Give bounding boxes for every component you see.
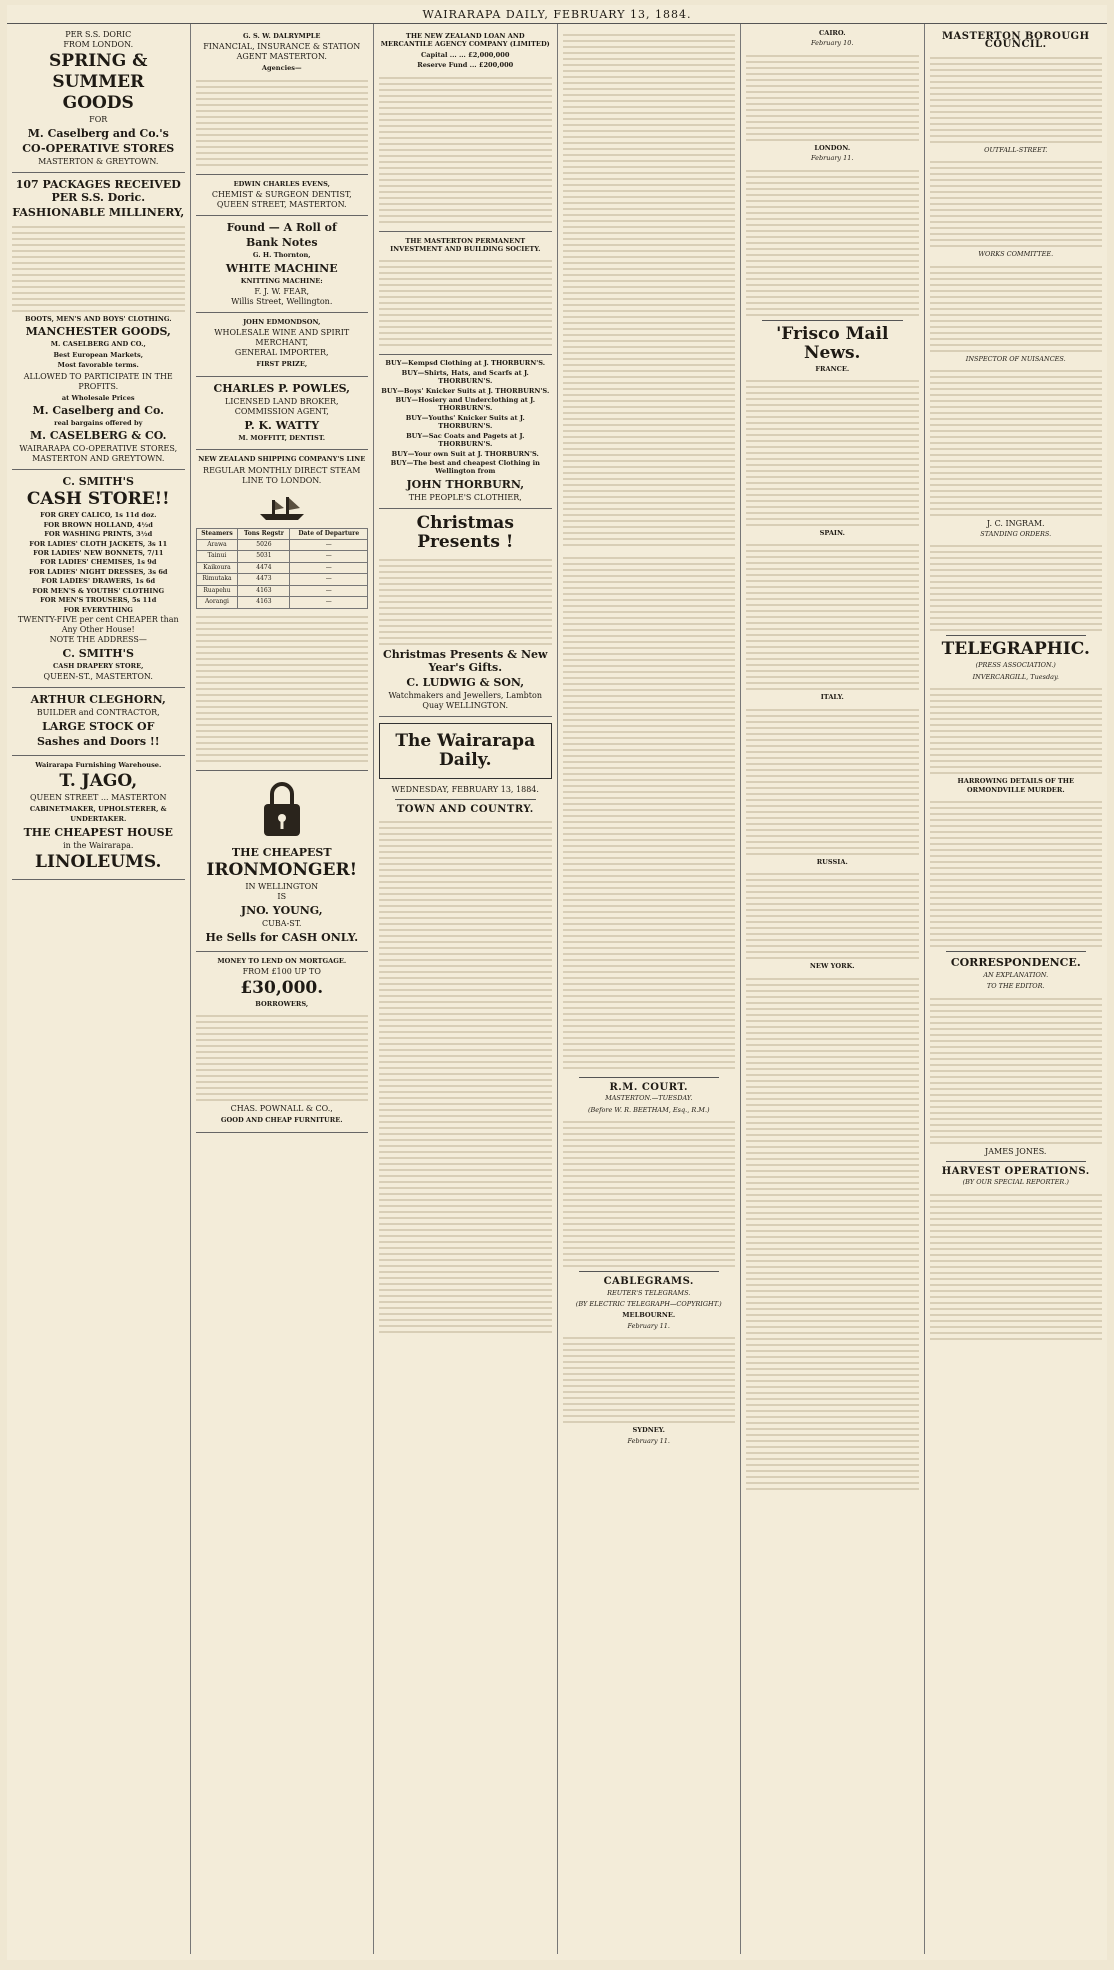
works-heading: WORKS COMMITTEE.	[978, 250, 1054, 259]
loan-ad	[379, 27, 552, 232]
body-text-block	[746, 540, 919, 690]
powles-name: CHARLES P. POWLES,	[213, 381, 351, 395]
column-5	[741, 24, 925, 1954]
ingram-signature: J. C. INGRAM.	[986, 519, 1045, 529]
thorburn-name: JOHN THORBURN,	[406, 477, 525, 491]
smith-item: FOR LADIES' CHEMISES, 1s 9d	[40, 558, 157, 567]
large-stock: LARGE STOCK OF	[42, 720, 155, 734]
undertaker-line: UNDERTAKER.	[70, 815, 127, 824]
table-row	[196, 540, 368, 551]
divider	[946, 951, 1087, 952]
body-text-block	[196, 76, 369, 166]
in-wairarapa: in the Wairarapa.	[63, 840, 134, 850]
moffitt-name: M. MOFFITT, DENTIST.	[238, 433, 326, 442]
dalrymple-ad	[196, 27, 369, 175]
divider	[946, 1161, 1087, 1162]
ship-heading: PER S.S. DORIC	[65, 30, 132, 39]
to-editor: TO THE EDITOR.	[986, 982, 1045, 991]
table-cell: 4473	[238, 574, 290, 585]
table-row	[196, 585, 368, 596]
cablegrams-heading: CABLEGRAMS.	[603, 1276, 694, 1288]
loan-heading: THE NEW ZEALAND LOAN AND MERCANTILE AGENCY COMPANY (LIMITED)	[380, 32, 550, 49]
smith-items	[12, 511, 185, 613]
edmondson-ad	[196, 313, 369, 377]
buy-item: BUY—Boys' Knicker Suits at J. THORBURN'S.	[381, 386, 550, 395]
column-3	[374, 24, 558, 1954]
table-cell: —	[290, 562, 368, 573]
body-text-block	[930, 541, 1103, 631]
powles-sub: LICENSED LAND BROKER,	[224, 396, 339, 406]
table-cell: 4163	[238, 597, 290, 608]
body-text-block	[563, 553, 736, 1073]
fear-street: Willis Street, Wellington.	[231, 297, 333, 307]
ludwig-name: C. LUDWIG & SON,	[406, 675, 525, 689]
explanation-heading: AN EXPLANATION.	[983, 971, 1049, 980]
jones-signature: JAMES JONES.	[985, 1146, 1047, 1156]
lowest-line: Most favorable terms.	[57, 361, 139, 370]
boots-heading: BOOTS, MEN'S AND BOYS' CLOTHING.	[24, 315, 172, 323]
table-cell: —	[290, 585, 368, 596]
spain-heading: SPAIN.	[819, 529, 845, 538]
commission-line: COMMISSION AGENT,	[234, 406, 329, 416]
padlock-icon	[260, 780, 304, 840]
body-text-block	[746, 705, 919, 855]
reuter-sub: (BY ELECTRIC TELEGRAPH—COPYRIGHT.)	[575, 1300, 722, 1309]
paper-title: The Wairarapa Daily.	[395, 730, 536, 770]
buy-item: BUY—Youths' Knicker Suits at J. THORBURN'S.	[405, 413, 525, 431]
goods-heading: GOODS	[62, 93, 134, 113]
spring-heading: SPRING &	[49, 51, 148, 71]
masthead-title: WAIRARAPA DAILY, FEBRUARY 13, 1884.	[422, 7, 692, 21]
in-wellington: IN WELLINGTON	[245, 881, 319, 891]
shipping-table	[196, 528, 369, 609]
smith-item: FOR EVERYTHING	[63, 605, 133, 614]
powles-ad	[196, 377, 369, 450]
column-6	[925, 24, 1108, 1954]
table-cell: Tainui	[196, 551, 238, 562]
jago-ad	[12, 756, 185, 879]
summer-heading: SUMMER	[52, 72, 145, 92]
divider	[762, 320, 903, 321]
notes-heading: Bank Notes	[245, 236, 318, 250]
body-text-block	[563, 30, 736, 550]
table-row	[196, 574, 368, 585]
street-line: QUEEN-ST., MASTERTON.	[43, 672, 153, 682]
drapery-line: CASH DRAPERY STORE,	[53, 661, 144, 670]
body-text-block	[746, 166, 919, 316]
caselberg-name: M. Caselberg and Co.'s	[27, 127, 169, 140]
smith-item: FOR MEN'S & YOUTHS' CLOTHING	[32, 586, 165, 595]
body-text-block	[930, 262, 1103, 352]
body-text-block	[12, 222, 185, 312]
markets-line: Best European Markets,	[53, 350, 144, 359]
watty-name: P. K. WATTY	[244, 418, 320, 432]
builder-line: BUILDER and CONTRACTOR,	[36, 708, 160, 718]
cleghorn-ad	[12, 688, 185, 756]
furniture-heading: GOOD AND CHEAP FURNITURE.	[220, 1116, 343, 1125]
table-cell: —	[290, 540, 368, 551]
melbourne-heading: MELBOURNE.	[622, 1311, 676, 1320]
body-text-block	[930, 797, 1103, 947]
body-text-block	[746, 51, 919, 141]
christmas-heading: Christmas Presents !	[416, 512, 514, 552]
millinery-heading: FASHIONABLE MILLINERY,	[12, 206, 185, 219]
body-text-block	[746, 376, 919, 526]
cheapest-heading: THE CHEAPEST	[231, 845, 332, 859]
cheaper-line: TWENTY-FIVE per cent CHEAPER than Any Other House!	[17, 614, 179, 634]
evens-name: EDWIN CHARLES EVENS,	[233, 179, 330, 188]
london-heading: LONDON.	[814, 143, 851, 152]
body-text-block	[379, 555, 552, 645]
caselberg-ad	[12, 27, 185, 173]
cairo-date: February 10.	[810, 39, 854, 48]
permanent-ad	[379, 232, 552, 356]
edmondson-name: JOHN EDMONDSON,	[243, 318, 321, 327]
ironmonger-heading: IRONMONGER!	[206, 859, 358, 880]
is-label: IS	[277, 891, 287, 901]
italy-heading: ITALY.	[820, 693, 844, 702]
rm-court-sub: MASTERTON.—TUESDAY.	[605, 1094, 693, 1103]
table-cell: —	[290, 597, 368, 608]
outfall-heading: OUTFALL-STREET.	[984, 145, 1048, 154]
smith-item: FOR LADIES' DRAWERS, 1s 6d	[41, 577, 156, 586]
table-cell: 4474	[238, 562, 290, 573]
columns	[7, 24, 1107, 1954]
town-heading: TOWN AND COUNTRY.	[396, 803, 534, 815]
column-1	[7, 24, 191, 1954]
frisco-heading: 'Frisco Mail News.	[776, 323, 889, 363]
invercargill-line: INVERCARGILL, Tuesday.	[972, 672, 1059, 681]
table-cell: Kaikoura	[196, 562, 238, 573]
stores-line: WAIRARAPA CO-OPERATIVE STORES,	[19, 444, 178, 454]
body-text-block	[930, 1190, 1103, 1340]
reserve-line: Reserve Fund ... £200,000	[417, 61, 514, 70]
table-cell: 4163	[238, 585, 290, 596]
table-row	[196, 551, 368, 562]
newspaper-page	[7, 5, 1107, 1960]
amount-line: £30,000.	[240, 977, 324, 998]
reuter-line: REUTER'S TELEGRAMS.	[607, 1288, 691, 1297]
table-header: Tons Regstr	[238, 528, 290, 539]
issue-date: WEDNESDAY, FEBRUARY 13, 1884.	[391, 784, 539, 794]
table-header: Steamers	[196, 528, 238, 539]
cabinet-line: CABINETMAKER, UPHOLSTERER, &	[29, 804, 167, 813]
london-date: February 11.	[810, 154, 854, 163]
capital-line: Capital ... ... £2,000,000	[421, 50, 510, 59]
bargains-line: real bargains offered by	[54, 419, 143, 428]
thorburn-ad	[379, 355, 552, 508]
shipping-sub: REGULAR MONTHLY DIRECT STEAM LINE TO LONDON.	[203, 465, 361, 485]
christmas-ad	[379, 509, 552, 717]
table-cell: Rimutaka	[196, 574, 238, 585]
smith-item: FOR LADIES' NEW BONNETS, 7/11	[33, 549, 164, 558]
body-text-block	[930, 366, 1103, 516]
smith-item: FOR WASHING PRINTS, 3½d	[44, 530, 153, 539]
jago-name: T. JAGO,	[59, 770, 138, 791]
christmas-line: Christmas Presents & New Year's Gifts.	[383, 647, 548, 674]
france-heading: FRANCE.	[815, 364, 850, 373]
table-cell: —	[290, 574, 368, 585]
chemist-line: CHEMIST & SURGEON DENTIST,	[211, 190, 352, 200]
address-name: C. SMITH'S	[62, 646, 134, 660]
divider	[579, 1077, 720, 1078]
borrowers-line: BORROWERS,	[255, 999, 309, 1008]
cuba-street: CUBA-ST.	[262, 918, 302, 928]
company3-line: M. CASELBERG & CO.	[29, 429, 167, 443]
towns2-line: MASTERTON AND GREYTOWN.	[32, 454, 165, 464]
buy-item: BUY—The best and cheapest Clothing in Wellington from	[390, 458, 540, 476]
special-reporter: (BY OUR SPECIAL REPORTER.)	[962, 1178, 1069, 1187]
evens-ad	[196, 175, 369, 216]
smith-item: FOR LADIES' NIGHT DRESSES, 3s 6d	[28, 567, 168, 576]
found-heading: Found — A Roll of	[226, 221, 337, 235]
paper-banner	[379, 723, 552, 779]
ludwig-sub: Watchmakers and Jewellers, Lambton Quay WELLINGTON.	[388, 690, 542, 710]
harrowing-heading: HARROWING DETAILS OF THE ORMONDVILLE MURDER.	[957, 777, 1075, 794]
for-label: FOR	[89, 115, 108, 124]
smith-ad	[12, 470, 185, 688]
machine-heading: WHITE MACHINE	[225, 261, 338, 275]
body-text-block	[379, 256, 552, 346]
queen-street-line: QUEEN STREET, MASTERTON.	[216, 200, 347, 210]
body-text-block	[930, 684, 1103, 774]
dalrymple-name: G. S. W. DALRYMPLE	[243, 32, 321, 40]
table-cell: Ruapehu	[196, 585, 238, 596]
towns-line: MASTERTON & GREYTOWN.	[38, 157, 159, 166]
smith-item: FOR GREY CALICO, 1s 11d doz.	[40, 511, 157, 520]
table-cell: Arawa	[196, 540, 238, 551]
correspondence-heading: CORRESPONDENCE.	[950, 956, 1081, 970]
rm-court-heading: R.M. COURT.	[609, 1082, 688, 1093]
body-text-block	[930, 157, 1103, 247]
body-text-block	[379, 73, 552, 223]
body-text-block	[196, 612, 369, 762]
knitting-heading: KNITTING MACHINE:	[240, 276, 323, 285]
cheapest-house: THE CHEAPEST HOUSE	[23, 825, 173, 839]
divider	[946, 635, 1087, 636]
body-text-block	[563, 1117, 736, 1267]
smith-item: FOR BROWN HOLLAND, 4½d	[43, 520, 153, 529]
company-line: M. CASELBERG AND CO.,	[50, 340, 146, 349]
money-ad	[196, 952, 369, 1133]
russia-heading: RUSSIA.	[816, 857, 848, 866]
body-text-block	[746, 974, 919, 1494]
smith-item: FOR MEN'S TROUSERS, 5s 11d	[40, 596, 157, 605]
smith-name: C. SMITH'S	[62, 475, 134, 489]
body-text-block	[563, 1333, 736, 1423]
masthead	[7, 5, 1107, 24]
furnishing-heading: Wairarapa Furnishing Warehouse.	[35, 761, 162, 770]
table-row	[196, 562, 368, 573]
standing-orders-heading: STANDING ORDERS.	[980, 530, 1052, 539]
wholesale-line: at Wholesale Prices	[61, 393, 135, 402]
press-line: (PRESS ASSOCIATION.)	[975, 661, 1056, 670]
table-cell: 5031	[238, 551, 290, 562]
dalrymple-sub: FINANCIAL, INSURANCE & STATION AGENT MASTERTON.	[203, 42, 361, 62]
jago-street: QUEEN STREET ... MASTERTON	[30, 792, 167, 802]
sashes-line: Sashes and Doors !!	[36, 735, 160, 749]
buy-item: BUY—Shirts, Hats, and Scarfs at J. THORBURN'S.	[401, 368, 529, 386]
melbourne-date: February 11.	[627, 1321, 670, 1330]
edmondson-sub: WHOLESALE WINE AND SPIRIT MERCHANT,	[214, 328, 350, 348]
permanent-heading: THE MASTERTON PERMANENT INVESTMENT AND BUILDING SOCIETY.	[390, 236, 541, 254]
manchester-heading: MANCHESTER GOODS,	[25, 325, 171, 339]
address-note: NOTE THE ADDRESS—	[49, 634, 147, 644]
divider	[579, 1271, 720, 1272]
peoples-clothier: THE PEOPLE'S CLOTHIER,	[408, 492, 522, 502]
smith-item: FOR LADIES' CLOTH JACKETS, 3s 11	[29, 539, 168, 548]
table-cell: 5026	[238, 540, 290, 551]
harvest-heading: HARVEST OPERATIONS.	[941, 1165, 1090, 1177]
fear-name: F. J. W. FEAR,	[254, 287, 310, 297]
column-2	[191, 24, 375, 1954]
cairo-heading: CAIRO.	[818, 29, 846, 37]
cleghorn-name: ARTHUR CLEGHORN,	[30, 693, 166, 707]
new-york-heading: NEW YORK.	[809, 962, 855, 971]
shipping-ad	[196, 450, 369, 770]
sydney-date: February 11.	[627, 1436, 670, 1445]
from-line: FROM £100 UP TO	[242, 966, 321, 976]
agencies-label: Agencies—	[261, 64, 302, 73]
coop-stores: CO-OPERATIVE STORES	[22, 142, 175, 155]
sydney-heading: SYDNEY.	[632, 1426, 665, 1435]
table-cell: —	[290, 551, 368, 562]
linoleums-heading: LINOLEUMS.	[35, 851, 162, 872]
first-prize: FIRST PRIZE,	[256, 360, 308, 369]
table-cell: Aorangi	[196, 597, 238, 608]
borough-heading: MASTERTON BOROUGH COUNCIL.	[941, 31, 1090, 51]
buy-item: BUY—Hosiery and Underclothing at J. THORBURN'S.	[395, 396, 536, 413]
body-text-block	[746, 869, 919, 959]
divider	[395, 799, 536, 800]
company2-line: M. Caselberg and Co.	[32, 404, 164, 418]
found-ad	[196, 216, 369, 313]
table-header: Date of Departure	[290, 528, 368, 539]
general-importer: GENERAL IMPORTER,	[234, 348, 329, 358]
pownall-name: CHAS. POWNALL & CO.,	[230, 1104, 333, 1114]
buy-item: BUY—Kempsd Clothing at J. THORBURN'S.	[385, 359, 546, 368]
thornton-name: G. H. Thornton,	[252, 251, 311, 260]
rm-court-before: (Before W. R. BEETHAM, Esq., R.M.)	[587, 1105, 710, 1114]
cash-store-heading: CASH STORE!!	[26, 489, 170, 510]
cash-line: ALLOWED TO PARTICIPATE IN THE PROFITS.	[23, 371, 173, 391]
column-4	[558, 24, 742, 1954]
young-name: JNO. YOUNG,	[240, 903, 323, 917]
buy-item: BUY—Sac Coats and Pagets at J. THORBURN'S.	[406, 431, 525, 449]
ship-sub: FROM LONDON.	[63, 40, 134, 49]
body-text-block	[196, 1011, 369, 1101]
buy-item: BUY—Your own Suit at J. THORBURN'S.	[391, 449, 539, 458]
money-heading: MONEY TO LEND ON MORTGAGE.	[217, 956, 347, 965]
body-text-block	[930, 53, 1103, 143]
shipping-heading: NEW ZEALAND SHIPPING COMPANY'S LINE	[198, 455, 366, 464]
packages-heading: 107 PACKAGES RECEIVED PER S.S. Doric.	[15, 178, 181, 204]
ship-icon	[256, 492, 308, 522]
body-text-block	[930, 994, 1103, 1144]
table-row	[196, 597, 368, 608]
cash-only: He Sells for CASH ONLY.	[205, 930, 359, 944]
telegraphic-heading: TELEGRAPHIC.	[941, 639, 1090, 660]
young-ad	[196, 771, 369, 952]
nuisances-heading: INSPECTOR OF NUISANCES.	[965, 354, 1066, 363]
packages-ad	[12, 173, 185, 470]
body-text-block	[379, 817, 552, 1337]
